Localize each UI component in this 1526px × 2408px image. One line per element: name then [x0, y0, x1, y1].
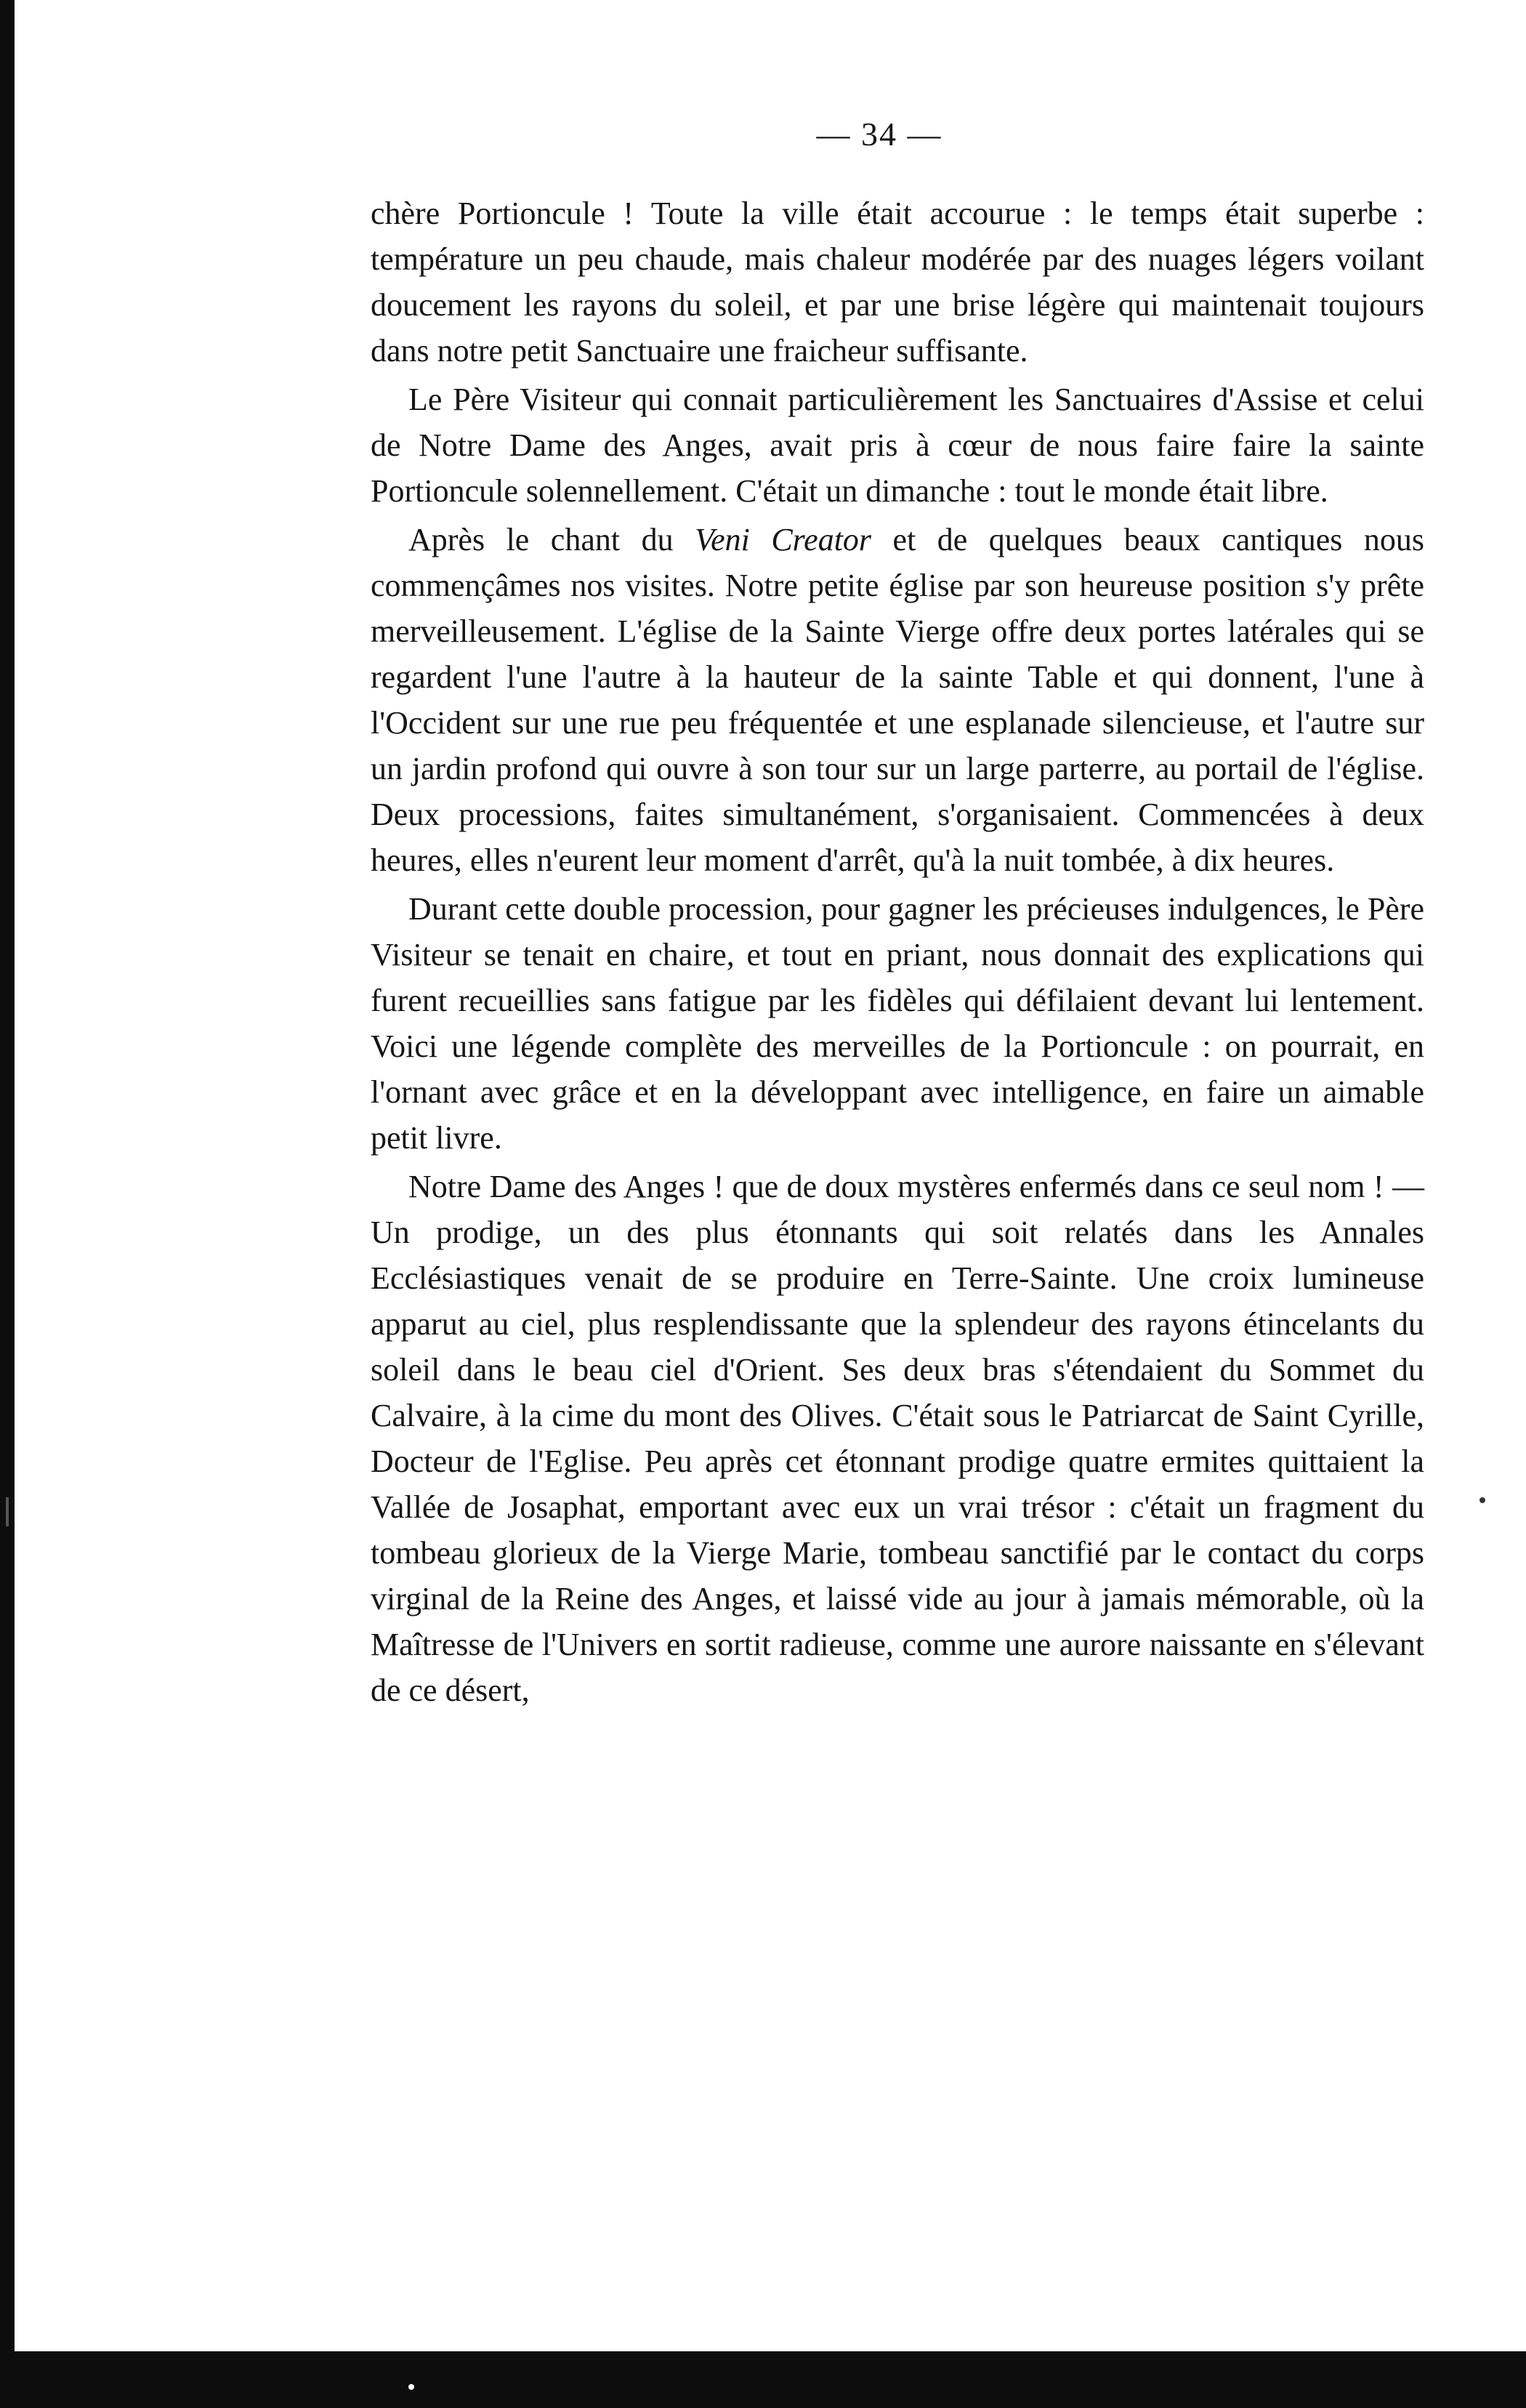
body-text — [371, 190, 1424, 1713]
hymn-title: Veni Creator — [695, 522, 872, 557]
paragraph-1: chère Portioncule ! Toute la ville était accourue : le temps était superbe : température un peu chaude, mais chaleur modérée par des nuages légers voilant doucement les rayons du soleil, et par une brise légère qui maintenait toujours dans notre petit Sanctuaire une fraicheur suffisante. — [371, 196, 1424, 369]
paragraph-3 — [371, 517, 1424, 883]
scan-border-left — [0, 0, 15, 2408]
page-number: — 34 — — [816, 116, 942, 153]
scan-border-bottom — [0, 2351, 1526, 2408]
paragraph-3-rest: et de quelques beaux cantiques nous commençâmes nos visites. Notre petite église par son heureuse position s'y prête merveilleusement. L'église de la Sainte Vierge offre deux portes latérales qui se regardent l'une l'autre à la hauteur de la sainte Table et qui donnent, l'une à l'Occident sur une rue peu fréquentée et une esplanade silencieuse, et l'autre sur un jardin profond qui ouvre à son tour sur un large parterre, au portail de l'église. Deux processions, faites simultanément, s'organisaient. Commencées à deux heures, elles n'eurent leur moment d'arrêt, qu'à la nuit tombée, à dix heures. — [371, 522, 1425, 878]
paragraph-2: Le Père Visiteur qui connait particulièrement les Sanctuaires d'Assise et celui de Notre Dame des Anges, avait pris à cœur de nous faire faire la sainte Portioncule solennellement. C'était un dimanche : tout le monde était libre. — [371, 382, 1424, 509]
paragraph-5: Notre Dame des Anges ! que de doux mystères enfermés dans ce seul nom ! — Un prodige, un des plus étonnants qui soit relatés dans les Annales Ecclésiastiques venait de se produire en Terre-Sainte. Une croix lumineuse apparut au ciel, plus resplendissante que la splendeur des rayons étincelants du soleil dans le beau ciel d'Orient. Ses deux bras s'étendaient du Sommet du Calvaire, à la cime du mont des Olives. C'était sous le Patriarcat de Saint Cyrille, Docteur de l'Eglise. Peu après cet étonnant prodige quatre ermites quittaient la Vallée de Josaphat, emportant avec eux un vrai trésor : c'était un fragment du tombeau glorieux de la Vierge Marie, tombeau sanctifié par le contact du corps virginal de la Reine des Anges, et laissé vide au jour à jamais mémorable, où la Maîtresse de l'Univers en sortit radieuse, comme une aurore naissante en s'élevant de ce désert, — [371, 1169, 1424, 1708]
paragraph-4: Durant cette double procession, pour gagner les précieuses indulgences, le Père Visiteur se tenait en chaire, et tout en priant, nous donnait des explications qui furent recueillies sans fatigue par les fidèles qui défilaient devant lui lentement. Voici une légende complète des merveilles de la Portioncule : on pourrait, en l'ornant avec grâce et en la développant avec intelligence, en faire un aimable petit livre. — [371, 891, 1424, 1156]
paragraph-3-lead: Après le chant du — [408, 522, 695, 557]
scan-dot — [408, 2384, 414, 2390]
margin-dot — [1479, 1497, 1485, 1503]
margin-mark — [6, 1497, 9, 1526]
